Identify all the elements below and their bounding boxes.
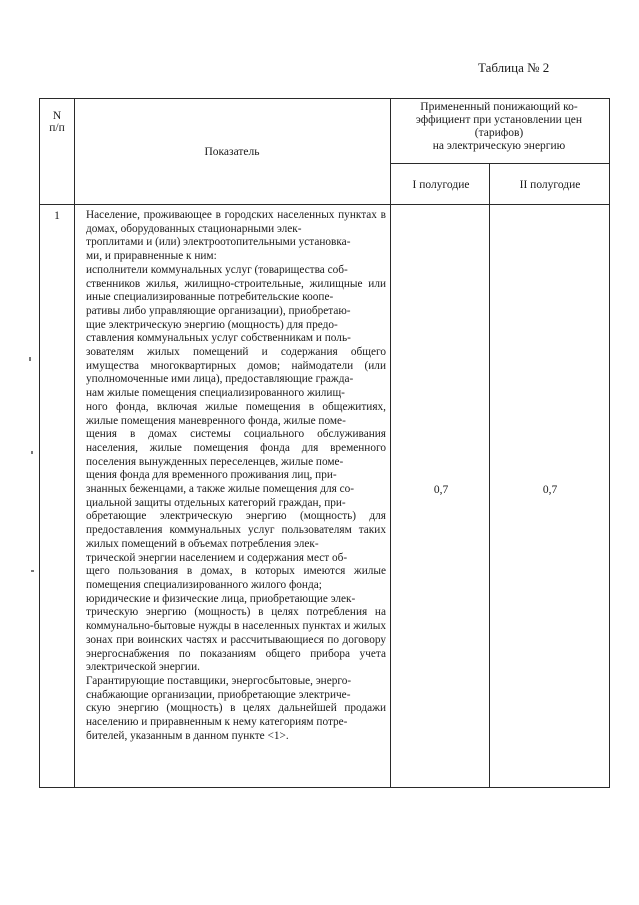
page-title: Таблица № 2 xyxy=(478,60,550,75)
row-indicator-text: Население, проживающее в городских населенных пунктах в домах, оборудованных стационарными элек- троплитами и (или) электроотопительными установка- ми, и приравненные к ним: исполнители коммунальных услуг (товарищества соб- ственников жилья, жилищно-строительные, жилищные или иные специализированные потребительские коопе- ративы либо управляющие организации), приобретаю- щие электрическую энергию (мощность) для предо- ставления коммунальных услуг собственникам и поль- зователям жилых помещений и содержания общего имущества многоквартирных домов; наймодатели (или уполномоченные ими лица), предоставляющие гражда- нам жилые помещения специализированного жилищ- ного фонда, включая жилые помещения в общежитиях, жилые помещения маневренного фонда, жилые поме- щения в домах системы социального обслуживания населения, жилые помещения фонда для временного поселения вынужденных переселенцев, жилые поме- щения фонда для временного проживания лиц, при- знанных беженцами, а также жилые помещения для со- циальной защиты отдельных категорий граждан, при- обретающие электрическую энергию (мощность) для предоставления коммунальных услуг пользователям таких жилых помещений в объемах потребления элек- трической энергии населением и содержания мест об- щего пользования в домах, в которых имеются жилые помещения специализированного жилого фонда; юридические и физические лица, приобретающие элек- трическую энергию (мощность) в целях потребления на коммунально-бытовые нужды в населенных пунктах и жилых зонах при воинских частях и рассчитывающиеся по договору энергоснабжения по показаниям общего прибора учета электрической энергии. Гарантирующие поставщики, энергосбытовые, энерго- снабжающие организации, приобретающие электриче- скую энергию (мощность) в целях дальнейшей продажи населению и приравненным к нему категориям потре- бителей, указанным в данном пункте <1>. xyxy=(86,209,386,742)
header-half1: I полугодие xyxy=(412,179,470,191)
table-border-top xyxy=(39,98,610,99)
row-half2-value: 0,7 xyxy=(542,484,558,496)
header-indicator: Показатель xyxy=(204,146,260,158)
header-num: N п/п xyxy=(49,110,65,134)
header-half2: II полугодие xyxy=(519,179,581,191)
scan-mark xyxy=(29,357,31,361)
row-half1-value: 0,7 xyxy=(433,484,449,496)
table-border-bottom xyxy=(39,787,610,788)
table-border-right xyxy=(609,98,610,788)
column-divider-indicator xyxy=(390,98,391,788)
row-num: 1 xyxy=(54,210,60,222)
header-subdivider xyxy=(390,163,610,164)
column-divider-half xyxy=(489,163,490,788)
scan-mark xyxy=(31,570,34,572)
scan-mark xyxy=(31,451,33,454)
table-border-left xyxy=(39,98,40,788)
header-bottom-border xyxy=(39,204,610,205)
column-divider-num xyxy=(74,98,75,788)
header-coefficient: Примененный понижающий ко- эффициент при установлении цен (тарифов) на электрическую энергию xyxy=(415,101,583,152)
